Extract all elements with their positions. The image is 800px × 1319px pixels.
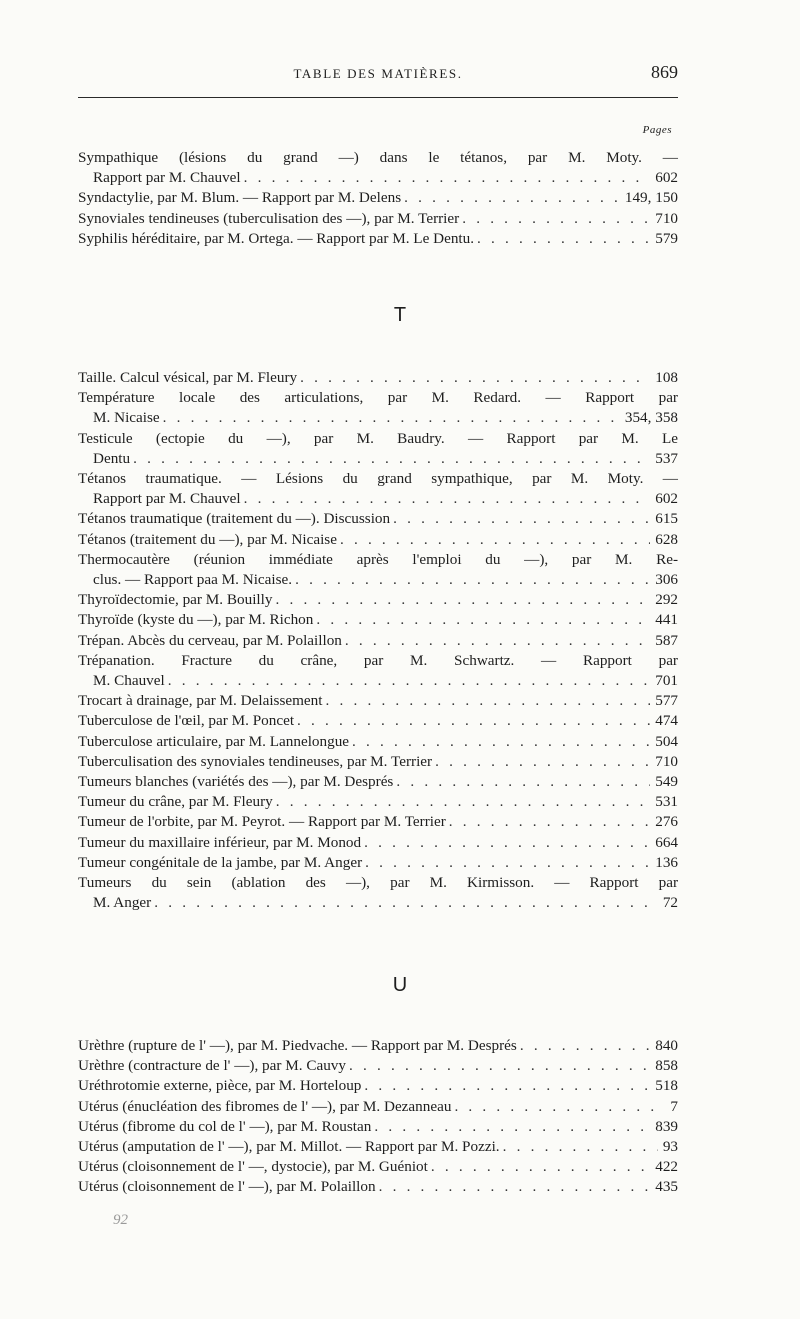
entry-page-number: 549 [655,773,678,791]
entry-text: M. Nicaise [93,409,160,427]
dot-leader [462,209,650,229]
dot-leader [352,732,650,752]
entry-page-number: 537 [655,449,678,467]
index-entry [78,388,678,428]
dot-leader [276,792,650,812]
dot-leader [393,509,650,529]
section-letter-u: U [392,974,408,996]
entry-page-number: 839 [655,1117,678,1135]
entry-page-number: 72 [662,894,678,912]
section-t [78,368,678,913]
entry-final-line [78,772,678,792]
entry-final-line [78,229,678,249]
entry-final-line [78,530,678,550]
index-entry [78,631,678,651]
entry-page-number: 664 [655,833,678,851]
entry-page-number: 701 [655,672,678,690]
entry-page-number: 441 [655,611,678,629]
dot-leader [163,408,620,428]
entry-page-number: 840 [655,1037,678,1054]
entry-text: Tumeurs blanches (variétés des —), par M. Després [78,773,394,791]
entry-text: Tétanos traumatique (traitement du —). Discussion [78,510,391,528]
entry-text: Tumeur du crâne, par M. Fleury [78,793,273,811]
entry-page-number: 602 [655,490,678,508]
dot-leader [404,188,620,208]
entry-text: Syphilis héréditaire, par M. Ortega. — Rapport par M. Le Dentu. [78,229,475,247]
entry-final-line [78,1097,678,1117]
entry-final-line [78,590,678,610]
entry-text: Trépan. Abcès du cerveau, par M. Polaillon [78,631,342,649]
index-entry [78,509,678,529]
index-entry [78,1137,678,1157]
entry-text-line: Tétanos traumatique. — Lésions du grand sympathique, par M. Moty. — [78,470,678,488]
entry-text: Syndactylie, par M. Blum. — Rapport par M. Delens [78,189,402,207]
entry-final-line [78,792,678,812]
index-entry [78,550,678,590]
entry-page-number: 628 [655,530,678,548]
dot-leader [133,449,650,469]
index-entry [78,229,678,249]
dot-leader [297,711,650,731]
entry-final-line [78,893,678,913]
index-entry [78,368,678,388]
index-entry [78,429,678,469]
entry-text: Urèthre (contracture de l' —), par M. Cauvy [78,1057,346,1075]
dot-leader [340,530,650,550]
entry-text-line: Tumeurs du sein (ablation des —), par M. Kirmisson. — Rapport par [78,874,678,892]
index-entry [78,752,678,772]
index-entry [78,651,678,691]
entry-text-line: Thermocautère (réunion immédiate après l'emploi du —), par M. Re- [78,550,678,568]
entry-page-number: 7 [670,1097,678,1115]
dot-leader [325,691,650,711]
index-entry [78,711,678,731]
entry-final-line [78,1177,678,1197]
entry-page-number: 577 [655,692,678,710]
entry-final-line [78,853,678,873]
entry-text: Uréthrotomie externe, pièce, par M. Horteloup [78,1077,362,1095]
entry-final-line [78,408,678,428]
section-letter-t: T [393,304,407,326]
entry-page-number: 108 [655,369,678,386]
dot-leader [365,853,650,873]
entry-final-line [78,489,678,509]
entry-final-line [78,1137,678,1157]
index-entry [78,1157,678,1177]
entry-text: Tumeur du maxillaire inférieur, par M. Monod [78,833,362,851]
entry-text: Urèthre (rupture de l' —), par M. Piedvache. — Rapport par M. Després [78,1037,517,1054]
entry-text: Tumeur congénitale de la jambe, par M. Anger [78,853,363,871]
dot-leader [364,833,650,853]
entry-page-number: 422 [655,1158,678,1176]
entry-final-line [78,671,678,691]
entry-text: M. Anger [93,894,152,912]
entry-text: Utérus (amputation de l' —), par M. Millot. — Rapport par M. Pozzi. [78,1138,500,1156]
handwritten-note: 92 [113,1212,128,1228]
dot-leader [454,1097,665,1117]
index-entry [78,209,678,229]
entry-page-number: 587 [655,631,678,649]
entry-final-line [78,631,678,651]
index-entry [78,610,678,630]
index-entry [78,148,678,188]
entry-final-line [78,1076,678,1096]
index-entry [78,1056,678,1076]
index-entry [78,812,678,832]
entry-text: Utérus (énucléation des fibromes de l' —), par M. Dezanneau [78,1097,452,1115]
index-entry [78,772,678,792]
entry-text-line: Sympathique (lésions du grand —) dans le tétanos, par M. Moty. — [78,149,678,166]
index-entry [78,833,678,853]
dot-leader [374,1117,650,1137]
index-entry [78,853,678,873]
entry-final-line [78,168,678,188]
entry-page-number: 710 [655,752,678,770]
entry-text: Dentu [93,449,131,467]
dot-leader [349,1056,650,1076]
index-entry [78,1097,678,1117]
entry-page-number: 354, 358 [624,409,678,427]
entry-final-line [78,570,678,590]
entry-text: Rapport par M. Chauvel [93,169,241,187]
index-entry [78,1177,678,1197]
dot-leader [300,368,650,388]
dot-leader [275,590,650,610]
entry-text: Thyroïde (kyste du —), par M. Richon [78,611,314,629]
entry-text-line: Trépanation. Fracture du crâne, par M. Schwartz. — Rapport par [78,651,678,669]
dot-leader [316,610,650,630]
dot-leader [520,1036,650,1056]
entry-page-number: 504 [655,732,678,750]
entry-text-line: Testicule (ectopie du —), par M. Baudry. — Rapport par M. Le [78,429,678,447]
entry-page-number: 292 [655,591,678,609]
entry-final-line [78,812,678,832]
entry-text: Tumeur de l'orbite, par M. Peyrot. — Rapport par M. Terrier [78,813,446,831]
dot-leader [431,1157,650,1177]
index-entry [78,188,678,208]
dot-leader [503,1137,658,1157]
entry-text: Rapport par M. Chauvel [93,490,241,508]
entry-page-number: 276 [655,813,678,831]
entry-final-line [78,752,678,772]
entry-final-line [78,209,678,229]
header-title: TABLE DES MATIÈRES. [293,66,463,81]
dot-leader [379,1177,651,1197]
entry-text: Tuberculose articulaire, par M. Lannelongue [78,732,350,750]
entry-page-number: 858 [655,1057,678,1075]
section-u [78,1036,678,1198]
entry-final-line [78,833,678,853]
entry-text: M. Chauvel [93,672,165,690]
entry-final-line [78,1117,678,1137]
entry-page-number: 136 [655,853,678,871]
entry-final-line [78,732,678,752]
index-entry [78,1076,678,1096]
entry-text: Taille. Calcul vésical, par M. Fleury [78,369,298,386]
dot-leader [435,752,650,772]
entry-page-number: 531 [655,793,678,811]
section-s [78,148,678,249]
entry-final-line [78,711,678,731]
entry-page-number: 306 [655,571,678,589]
index-entry [78,1036,678,1056]
entry-final-line [78,1036,678,1056]
entry-page-number: 149, 150 [624,189,678,207]
entry-page-number: 602 [655,169,678,187]
dot-leader [295,570,650,590]
entry-page-number: 518 [655,1077,678,1095]
dot-leader [154,893,658,913]
entry-text: Utérus (fibrome du col de l' —), par M. Roustan [78,1117,372,1135]
entry-page-number: 579 [655,229,678,247]
index-entry [78,792,678,812]
entry-final-line [78,1157,678,1177]
entry-page-number: 474 [655,712,678,730]
entry-text: clus. — Rapport paa M. Nicaise. [93,571,293,589]
dot-leader [168,671,651,691]
entry-text: Utérus (cloisonnement de l' —, dystocie), par M. Guéniot [78,1158,428,1176]
entry-text: Tuberculose de l'œil, par M. Poncet [78,712,295,730]
dot-leader [477,229,650,249]
entry-page-number: 435 [655,1178,678,1196]
index-entry [78,691,678,711]
entry-final-line [78,188,678,208]
entry-text: Synoviales tendineuses (tuberculisation des —), par M. Terrier [78,209,460,227]
index-entry [78,1117,678,1137]
entry-text: Utérus (cloisonnement de l' —), par M. Polaillon [78,1178,376,1196]
entry-final-line [78,691,678,711]
entry-page-number: 710 [655,209,678,227]
entry-final-line [78,449,678,469]
pages-column-label: Pages [642,124,672,136]
index-entry [78,590,678,610]
entry-text: Trocart à drainage, par M. Delaissement [78,692,323,710]
running-header [78,62,678,88]
header-rule [78,97,678,98]
entry-page-number: 93 [662,1138,678,1156]
header-page-number: 869 [651,62,678,82]
entry-final-line [78,610,678,630]
entry-page-number: 615 [655,510,678,528]
entry-text-line: Température locale des articulations, par M. Redard. — Rapport par [78,389,678,407]
dot-leader [396,772,650,792]
dot-leader [244,489,651,509]
index-entry [78,469,678,509]
index-entry [78,873,678,913]
dot-leader [449,812,650,832]
index-entry [78,530,678,550]
dot-leader [345,631,650,651]
entry-text: Tuberculisation des synoviales tendineuses, par M. Terrier [78,752,433,770]
entry-text: Tétanos (traitement du —), par M. Nicaise [78,530,337,548]
entry-final-line [78,509,678,529]
entry-final-line [78,1056,678,1076]
dot-leader [364,1076,650,1096]
index-entry [78,732,678,752]
entry-text: Thyroïdectomie, par M. Bouilly [78,591,273,609]
entry-final-line [78,368,678,388]
dot-leader [244,168,651,188]
